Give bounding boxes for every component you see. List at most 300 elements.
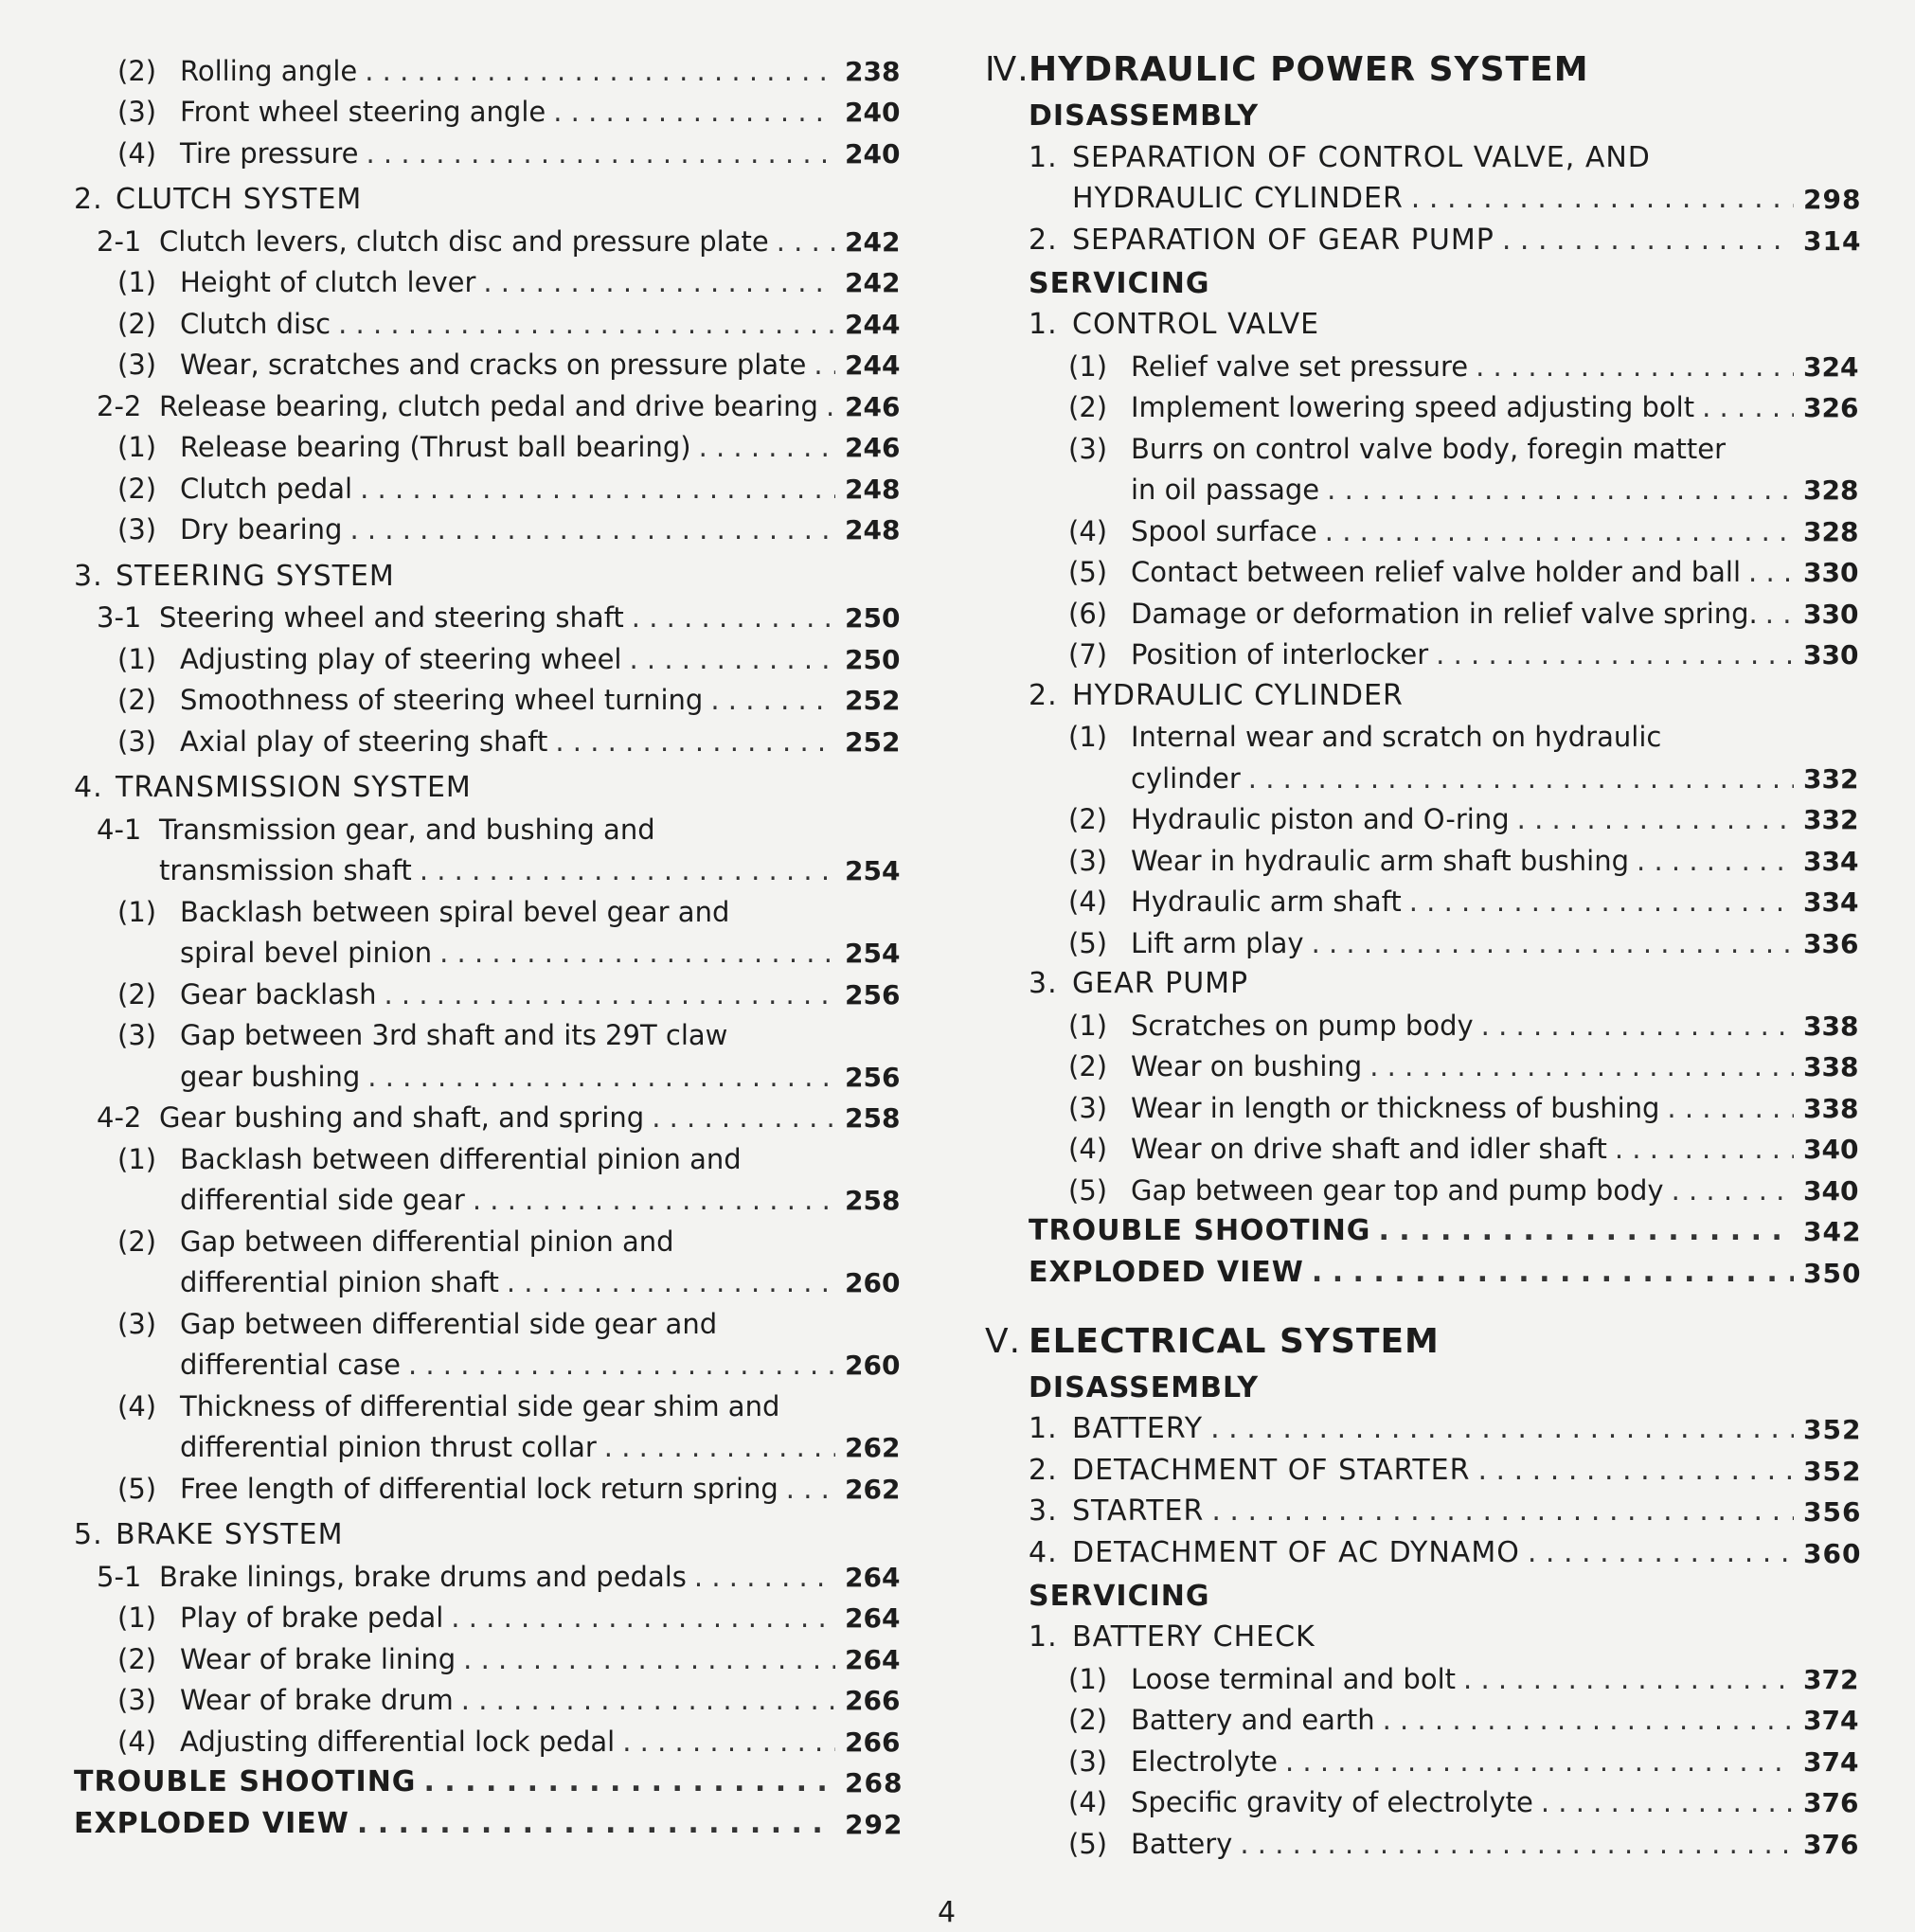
toc-number: (5)	[1068, 1827, 1108, 1860]
toc-title: Adjusting play of steering wheel	[180, 642, 622, 675]
toc-number: (2)	[117, 307, 157, 340]
toc-title: Lift arm play	[1131, 926, 1304, 959]
toc-entry	[985, 174, 1862, 216]
toc-title: Wear, scratches and cracks on pressure plate	[180, 349, 807, 381]
page-ref: 264	[845, 1643, 901, 1675]
page-ref: 248	[845, 473, 901, 505]
page-ref: 360	[1803, 1537, 1862, 1569]
toc-title: Scratches on pump body	[1131, 1009, 1474, 1042]
dot-leader	[1517, 803, 1794, 835]
toc-title: Burrs on control valve body, foregin matter	[1131, 432, 1727, 465]
page-ref: 336	[1803, 927, 1859, 959]
toc-title: gear bushing	[180, 1060, 361, 1093]
toc-title: BRAKE SYSTEM	[116, 1518, 344, 1551]
page-ref: 240	[845, 97, 901, 128]
toc-title: HYDRAULIC CYLINDER	[1072, 182, 1404, 215]
page-ref: 356	[1803, 1496, 1862, 1528]
dot-leader	[604, 1431, 835, 1463]
dot-leader	[349, 513, 835, 546]
toc-entry	[74, 1798, 904, 1840]
toc-number: 5-1	[97, 1560, 142, 1593]
toc-title: CLUTCH SYSTEM	[116, 183, 363, 216]
toc-number: 2-1	[97, 224, 142, 258]
toc-title: Gap between differential pinion and	[180, 1225, 674, 1258]
toc-entry	[74, 381, 901, 422]
toc-number: (3)	[117, 1684, 157, 1716]
dot-leader	[1248, 762, 1794, 795]
dot-leader	[1502, 224, 1794, 257]
dot-leader	[1411, 182, 1794, 215]
toc-entry	[985, 795, 1859, 836]
toc-number: (1)	[117, 642, 157, 675]
page-ref: 250	[845, 643, 901, 675]
toc-number: (2)	[1068, 803, 1108, 835]
page-ref: 372	[1803, 1663, 1859, 1695]
dot-leader	[367, 137, 836, 170]
toc-number: 4.	[1029, 1535, 1058, 1569]
page-ref: 352	[1803, 1414, 1862, 1445]
toc-number: (6)	[1068, 597, 1108, 630]
toc-number: (7)	[1068, 638, 1108, 671]
toc-number: (3)	[117, 724, 157, 758]
dot-leader	[1285, 1745, 1794, 1778]
toc-number: (3)	[1068, 844, 1108, 877]
toc-number: (3)	[1068, 1091, 1108, 1124]
dot-leader	[408, 1349, 835, 1381]
toc-title: Spool surface	[1131, 514, 1317, 547]
toc-heading	[74, 886, 888, 928]
dot-leader	[420, 854, 835, 886]
page-ref: 254	[845, 855, 901, 886]
toc-title: SERVICING	[1029, 1579, 1210, 1613]
toc-number: (4)	[1068, 1133, 1108, 1165]
dot-leader	[1637, 845, 1794, 877]
dot-leader	[439, 937, 835, 969]
toc-entry	[985, 918, 1859, 959]
toc-heading	[985, 959, 1847, 1001]
toc-number: 5.	[74, 1518, 103, 1551]
dot-leader	[1210, 1412, 1794, 1445]
toc-number: (5)	[1068, 556, 1108, 588]
toc-heading	[74, 804, 888, 846]
toc-heading	[985, 45, 1847, 89]
toc-heading	[985, 257, 1847, 300]
toc-right-column	[985, 45, 1862, 1860]
dot-leader	[461, 1684, 835, 1716]
page-ref: 334	[1803, 886, 1859, 918]
toc-title: differential side gear	[180, 1184, 465, 1216]
dot-leader	[1211, 1494, 1794, 1528]
toc-entry	[74, 846, 901, 887]
toc-title: CONTROL VALVE	[1072, 308, 1320, 341]
toc-heading	[985, 133, 1847, 174]
toc-number: (3)	[117, 1307, 157, 1340]
toc-heading	[74, 763, 888, 805]
toc-entry	[985, 465, 1859, 507]
toc-number: (3)	[117, 349, 157, 381]
page-ref: 244	[845, 349, 901, 381]
toc-heading	[985, 1613, 1847, 1655]
dot-leader	[473, 1184, 835, 1216]
toc-title: TRANSMISSION SYSTEM	[116, 771, 472, 804]
page-ref: 330	[1803, 639, 1859, 671]
toc-title: BATTERY	[1072, 1412, 1204, 1445]
toc-entry	[985, 753, 1859, 795]
page-ref: 256	[845, 978, 901, 1011]
toc-entry	[985, 1487, 1862, 1529]
toc-title: Smoothness of steering wheel turning	[180, 684, 704, 716]
toc-number: (2)	[117, 1642, 157, 1675]
toc-entry	[985, 1000, 1859, 1042]
toc-heading	[74, 1298, 888, 1340]
toc-number: (2)	[1068, 1050, 1108, 1082]
dot-leader	[786, 1473, 835, 1505]
toc-entry	[74, 1175, 901, 1217]
page-ref: 250	[845, 602, 901, 634]
page-ref: 260	[845, 1267, 901, 1298]
toc-title: Front wheel steering angle	[180, 96, 546, 128]
page-ref: 324	[1803, 350, 1859, 383]
toc-title: Wear in hydraulic arm shaft bushing	[1131, 844, 1630, 877]
dot-leader	[632, 601, 835, 634]
dot-leader	[1240, 1828, 1794, 1860]
toc-number: (1)	[117, 1601, 157, 1634]
page-ref: 330	[1803, 598, 1859, 630]
toc-heading	[985, 300, 1847, 342]
toc-left-column	[74, 45, 904, 1840]
toc-title: Implement lowering speed adjusting bolt	[1131, 391, 1695, 423]
toc-entry	[74, 258, 901, 299]
toc-entry	[985, 835, 1859, 877]
dot-leader	[555, 725, 835, 758]
toc-title: Gear bushing and shaft, and spring	[159, 1101, 645, 1134]
page-ref: 248	[845, 514, 901, 546]
toc-title: Release bearing (Thrust ball bearing)	[180, 431, 691, 463]
toc-entry	[74, 298, 901, 340]
toc-heading	[985, 1317, 1847, 1361]
page-ref: 328	[1803, 474, 1859, 506]
toc-title: Gap between 3rd shaft and its 29T claw	[180, 1019, 728, 1051]
toc-number: (1)	[117, 266, 157, 298]
toc-number: (5)	[1068, 926, 1108, 959]
toc-title: TROUBLE SHOOTING	[1029, 1214, 1371, 1247]
page-ref: 330	[1803, 557, 1859, 588]
toc-title: Backlash between spiral bevel gear and	[180, 895, 730, 928]
dot-leader	[1325, 515, 1794, 547]
page-ref: 244	[845, 308, 901, 340]
toc-title: Brake linings, brake drums and pedals	[159, 1560, 687, 1593]
toc-title: Hydraulic piston and O-ring	[1131, 803, 1510, 835]
toc-number: (3)	[117, 96, 157, 128]
dot-leader	[1327, 474, 1794, 506]
toc-number: (1)	[1068, 721, 1108, 753]
toc-number: (3)	[117, 513, 157, 546]
toc-entry	[985, 1042, 1859, 1083]
toc-title: Clutch levers, clutch disc and pressure plate	[159, 224, 769, 258]
toc-title: Wear of brake lining	[180, 1642, 456, 1675]
toc-entry	[985, 506, 1859, 547]
toc-title: DETACHMENT OF AC DYNAMO	[1072, 1535, 1520, 1569]
toc-title: Damage or deformation in relief valve spring.	[1131, 597, 1758, 630]
toc-title: Height of clutch lever	[180, 266, 476, 298]
dot-leader	[652, 1101, 835, 1134]
toc-title: Clutch disc	[180, 307, 331, 340]
page-ref: 252	[845, 725, 901, 758]
page-ref: 252	[845, 685, 901, 716]
toc-entry	[74, 1463, 901, 1505]
toc-title: Loose terminal and bolt	[1131, 1662, 1457, 1695]
toc-entry	[985, 588, 1859, 630]
dot-leader	[357, 1807, 835, 1840]
toc-entry	[985, 1528, 1862, 1569]
toc-heading	[74, 1216, 888, 1258]
toc-title: Rolling angle	[180, 54, 358, 87]
toc-title: HYDRAULIC POWER SYSTEM	[1029, 50, 1589, 89]
toc-entry	[985, 1165, 1859, 1207]
toc-title: Thickness of differential side gear shim and	[180, 1389, 780, 1422]
toc-title: Axial play of steering shaft	[180, 724, 548, 758]
page-ref: 242	[845, 267, 901, 298]
toc-entry	[985, 1736, 1859, 1778]
page-ref: 352	[1803, 1455, 1862, 1487]
toc-title: EXPLODED VIEW	[1029, 1255, 1304, 1289]
toc-title: DISASSEMBLY	[1029, 99, 1260, 133]
toc-heading	[985, 1569, 1847, 1613]
toc-entry	[985, 877, 1859, 919]
page-ref: 298	[1803, 184, 1862, 215]
toc-number: (5)	[1068, 1173, 1108, 1207]
page-ref: 338	[1803, 1051, 1859, 1082]
toc-title: Position of interlocker	[1131, 638, 1429, 671]
page-ref: 338	[1803, 1010, 1859, 1042]
page-ref: 292	[845, 1808, 904, 1840]
toc-entry	[74, 1258, 901, 1299]
toc-title: Dry bearing	[180, 513, 343, 546]
toc-number: Ⅴ.	[985, 1321, 1022, 1361]
dot-leader	[1528, 1536, 1794, 1569]
toc-entry	[985, 1445, 1862, 1487]
toc-heading	[74, 1011, 888, 1052]
toc-title: Free length of differential lock return spring	[180, 1472, 779, 1505]
page-ref: 328	[1803, 515, 1859, 547]
dot-leader	[1541, 1786, 1794, 1818]
dot-leader	[622, 1726, 835, 1758]
toc-title: EXPLODED VIEW	[74, 1806, 349, 1840]
toc-number: (5)	[117, 1472, 157, 1505]
toc-number: (2)	[1068, 391, 1108, 423]
toc-number: 2.	[1029, 678, 1058, 712]
toc-entry	[74, 593, 901, 635]
toc-number: (3)	[117, 1019, 157, 1051]
toc-number: (4)	[117, 1389, 157, 1422]
toc-title: Relief valve set pressure	[1131, 349, 1469, 383]
toc-entry	[985, 1695, 1859, 1737]
toc-title: SERVICING	[1029, 266, 1210, 300]
dot-leader	[699, 431, 835, 463]
dot-leader	[451, 1601, 835, 1634]
toc-title: differential pinion thrust collar	[180, 1431, 597, 1463]
toc-title: SEPARATION OF CONTROL VALVE, AND	[1072, 140, 1651, 174]
toc-heading	[74, 1381, 888, 1422]
toc-title: STARTER	[1072, 1494, 1205, 1528]
toc-number: 4-1	[97, 813, 142, 846]
toc-number: (2)	[117, 472, 157, 505]
toc-entry	[985, 1404, 1862, 1446]
toc-number: (1)	[1068, 1009, 1108, 1042]
toc-entry	[74, 1551, 901, 1593]
toc-number: 1.	[1029, 308, 1058, 341]
toc-number: (1)	[117, 895, 157, 928]
dot-leader	[1312, 1256, 1794, 1289]
dot-leader	[463, 1643, 835, 1675]
toc-title: STEERING SYSTEM	[116, 559, 395, 593]
toc-title: Transmission gear, and bushing and	[159, 813, 655, 846]
toc-title: Backlash between differential pinion and	[180, 1142, 742, 1175]
dot-leader	[630, 643, 836, 675]
toc-entry	[985, 341, 1859, 383]
page-ref: 266	[845, 1726, 901, 1758]
page-ref: 376	[1803, 1828, 1859, 1860]
toc-heading	[74, 1511, 888, 1552]
page-ref: 350	[1803, 1257, 1862, 1289]
dot-leader	[1383, 1704, 1794, 1736]
page-ref: 258	[845, 1185, 901, 1216]
toc-number: 2-2	[97, 389, 142, 422]
dot-leader	[1615, 1133, 1794, 1165]
toc-entry	[74, 45, 901, 87]
toc-number: 4.	[74, 771, 103, 804]
toc-title: differential case	[180, 1349, 401, 1381]
toc-entry	[74, 634, 901, 675]
dot-leader	[1672, 1174, 1794, 1207]
toc-title: TROUBLE SHOOTING	[74, 1765, 417, 1798]
toc-heading	[985, 423, 1847, 465]
toc-entry	[74, 505, 901, 546]
toc-title: Specific gravity of electrolyte	[1131, 1786, 1533, 1818]
toc-number: 3.	[1029, 967, 1058, 1000]
toc-title: Battery	[1131, 1827, 1233, 1860]
dot-leader	[1477, 1454, 1794, 1487]
toc-entry	[74, 716, 901, 758]
toc-number: (2)	[117, 1225, 157, 1258]
toc-number: (4)	[1068, 1786, 1108, 1818]
page-ref: 240	[845, 137, 901, 170]
dot-leader	[1436, 638, 1794, 671]
page-ref: 342	[1803, 1216, 1862, 1247]
page-ref: 266	[845, 1685, 901, 1716]
toc-entry	[74, 969, 901, 1011]
toc-title: Clutch pedal	[180, 472, 353, 505]
dot-leader	[1378, 1214, 1794, 1247]
toc-entry	[74, 1716, 901, 1758]
toc-title: ELECTRICAL SYSTEM	[1029, 1321, 1440, 1361]
page-number: 4	[938, 1896, 957, 1929]
dot-leader	[1409, 886, 1794, 918]
toc-title: Play of brake pedal	[180, 1601, 444, 1634]
toc-title: Adjusting differential lock pedal	[180, 1725, 616, 1758]
page-ref: 376	[1803, 1787, 1859, 1818]
dot-leader	[483, 266, 835, 298]
toc-number: (4)	[1068, 514, 1108, 547]
page-ref: 242	[845, 225, 901, 258]
page-ref: 374	[1803, 1745, 1859, 1778]
toc-heading	[985, 671, 1847, 712]
dot-leader	[365, 55, 835, 87]
toc-title: Gear backlash	[180, 977, 377, 1011]
toc-title: Tire pressure	[180, 136, 359, 170]
toc-title: SEPARATION OF GEAR PUMP	[1072, 223, 1494, 257]
toc-title: Release bearing, clutch pedal and drive bearing	[159, 389, 818, 422]
toc-entry	[74, 1634, 901, 1675]
toc-heading	[985, 1361, 1847, 1404]
page-ref: 268	[845, 1767, 904, 1798]
toc-entry	[985, 383, 1859, 424]
toc-title: GEAR PUMP	[1072, 967, 1249, 1000]
toc-entry	[985, 1654, 1859, 1695]
page-ref: 338	[1803, 1092, 1859, 1124]
toc-number: 3.	[1029, 1494, 1058, 1528]
toc-number: (3)	[1068, 1744, 1108, 1778]
toc-number: 2.	[74, 183, 103, 216]
toc-title: Wear on drive shaft and idler shaft	[1131, 1133, 1607, 1165]
toc-entry	[74, 1340, 901, 1382]
toc-entry	[74, 463, 901, 505]
page-ref: 332	[1803, 762, 1859, 795]
toc-entry	[985, 547, 1859, 589]
toc-number: (1)	[1068, 1662, 1108, 1695]
toc-entry	[985, 1124, 1859, 1166]
toc-title: transmission shaft	[159, 854, 412, 886]
toc-number: (1)	[1068, 349, 1108, 383]
toc-title: Wear of brake drum	[180, 1684, 454, 1716]
toc-number: 2.	[1029, 1453, 1058, 1487]
page-ref: 258	[845, 1102, 901, 1134]
toc-entry	[985, 1778, 1859, 1819]
toc-title: Battery and earth	[1131, 1704, 1375, 1736]
toc-number: Ⅳ.	[985, 50, 1029, 89]
toc-heading	[74, 551, 888, 593]
toc-number: (2)	[117, 977, 157, 1011]
page-ref: 262	[845, 1432, 901, 1463]
toc-title: Wear in length or thickness of bushing	[1131, 1091, 1660, 1124]
toc-number: 2.	[1029, 223, 1058, 257]
toc-entry	[985, 1247, 1862, 1289]
toc-entry	[74, 340, 901, 382]
toc-number: (4)	[117, 1725, 157, 1758]
toc-number: (1)	[117, 1142, 157, 1175]
toc-entry	[74, 422, 901, 464]
toc-entry	[74, 128, 901, 170]
toc-title: Electrolyte	[1131, 1744, 1278, 1778]
page-ref: 264	[845, 1602, 901, 1634]
toc-title: differential pinion shaft	[180, 1266, 499, 1298]
page-ref: 326	[1803, 392, 1859, 423]
toc-number: 4-2	[97, 1101, 142, 1134]
toc-number: (4)	[117, 136, 157, 170]
dot-leader	[777, 225, 835, 258]
toc-entry	[74, 216, 901, 258]
toc-title: Contact between relief valve holder and ball	[1131, 556, 1742, 588]
toc-number: (4)	[1068, 886, 1108, 918]
toc-title: cylinder	[1131, 761, 1241, 795]
toc-entry	[74, 675, 901, 717]
toc-heading	[985, 712, 1847, 754]
toc-title: Wear on bushing	[1131, 1050, 1363, 1082]
page-ref: 256	[845, 1061, 901, 1093]
dot-leader	[423, 1765, 835, 1798]
page-ref: 334	[1803, 845, 1859, 877]
toc-number: 1.	[1029, 1620, 1058, 1654]
